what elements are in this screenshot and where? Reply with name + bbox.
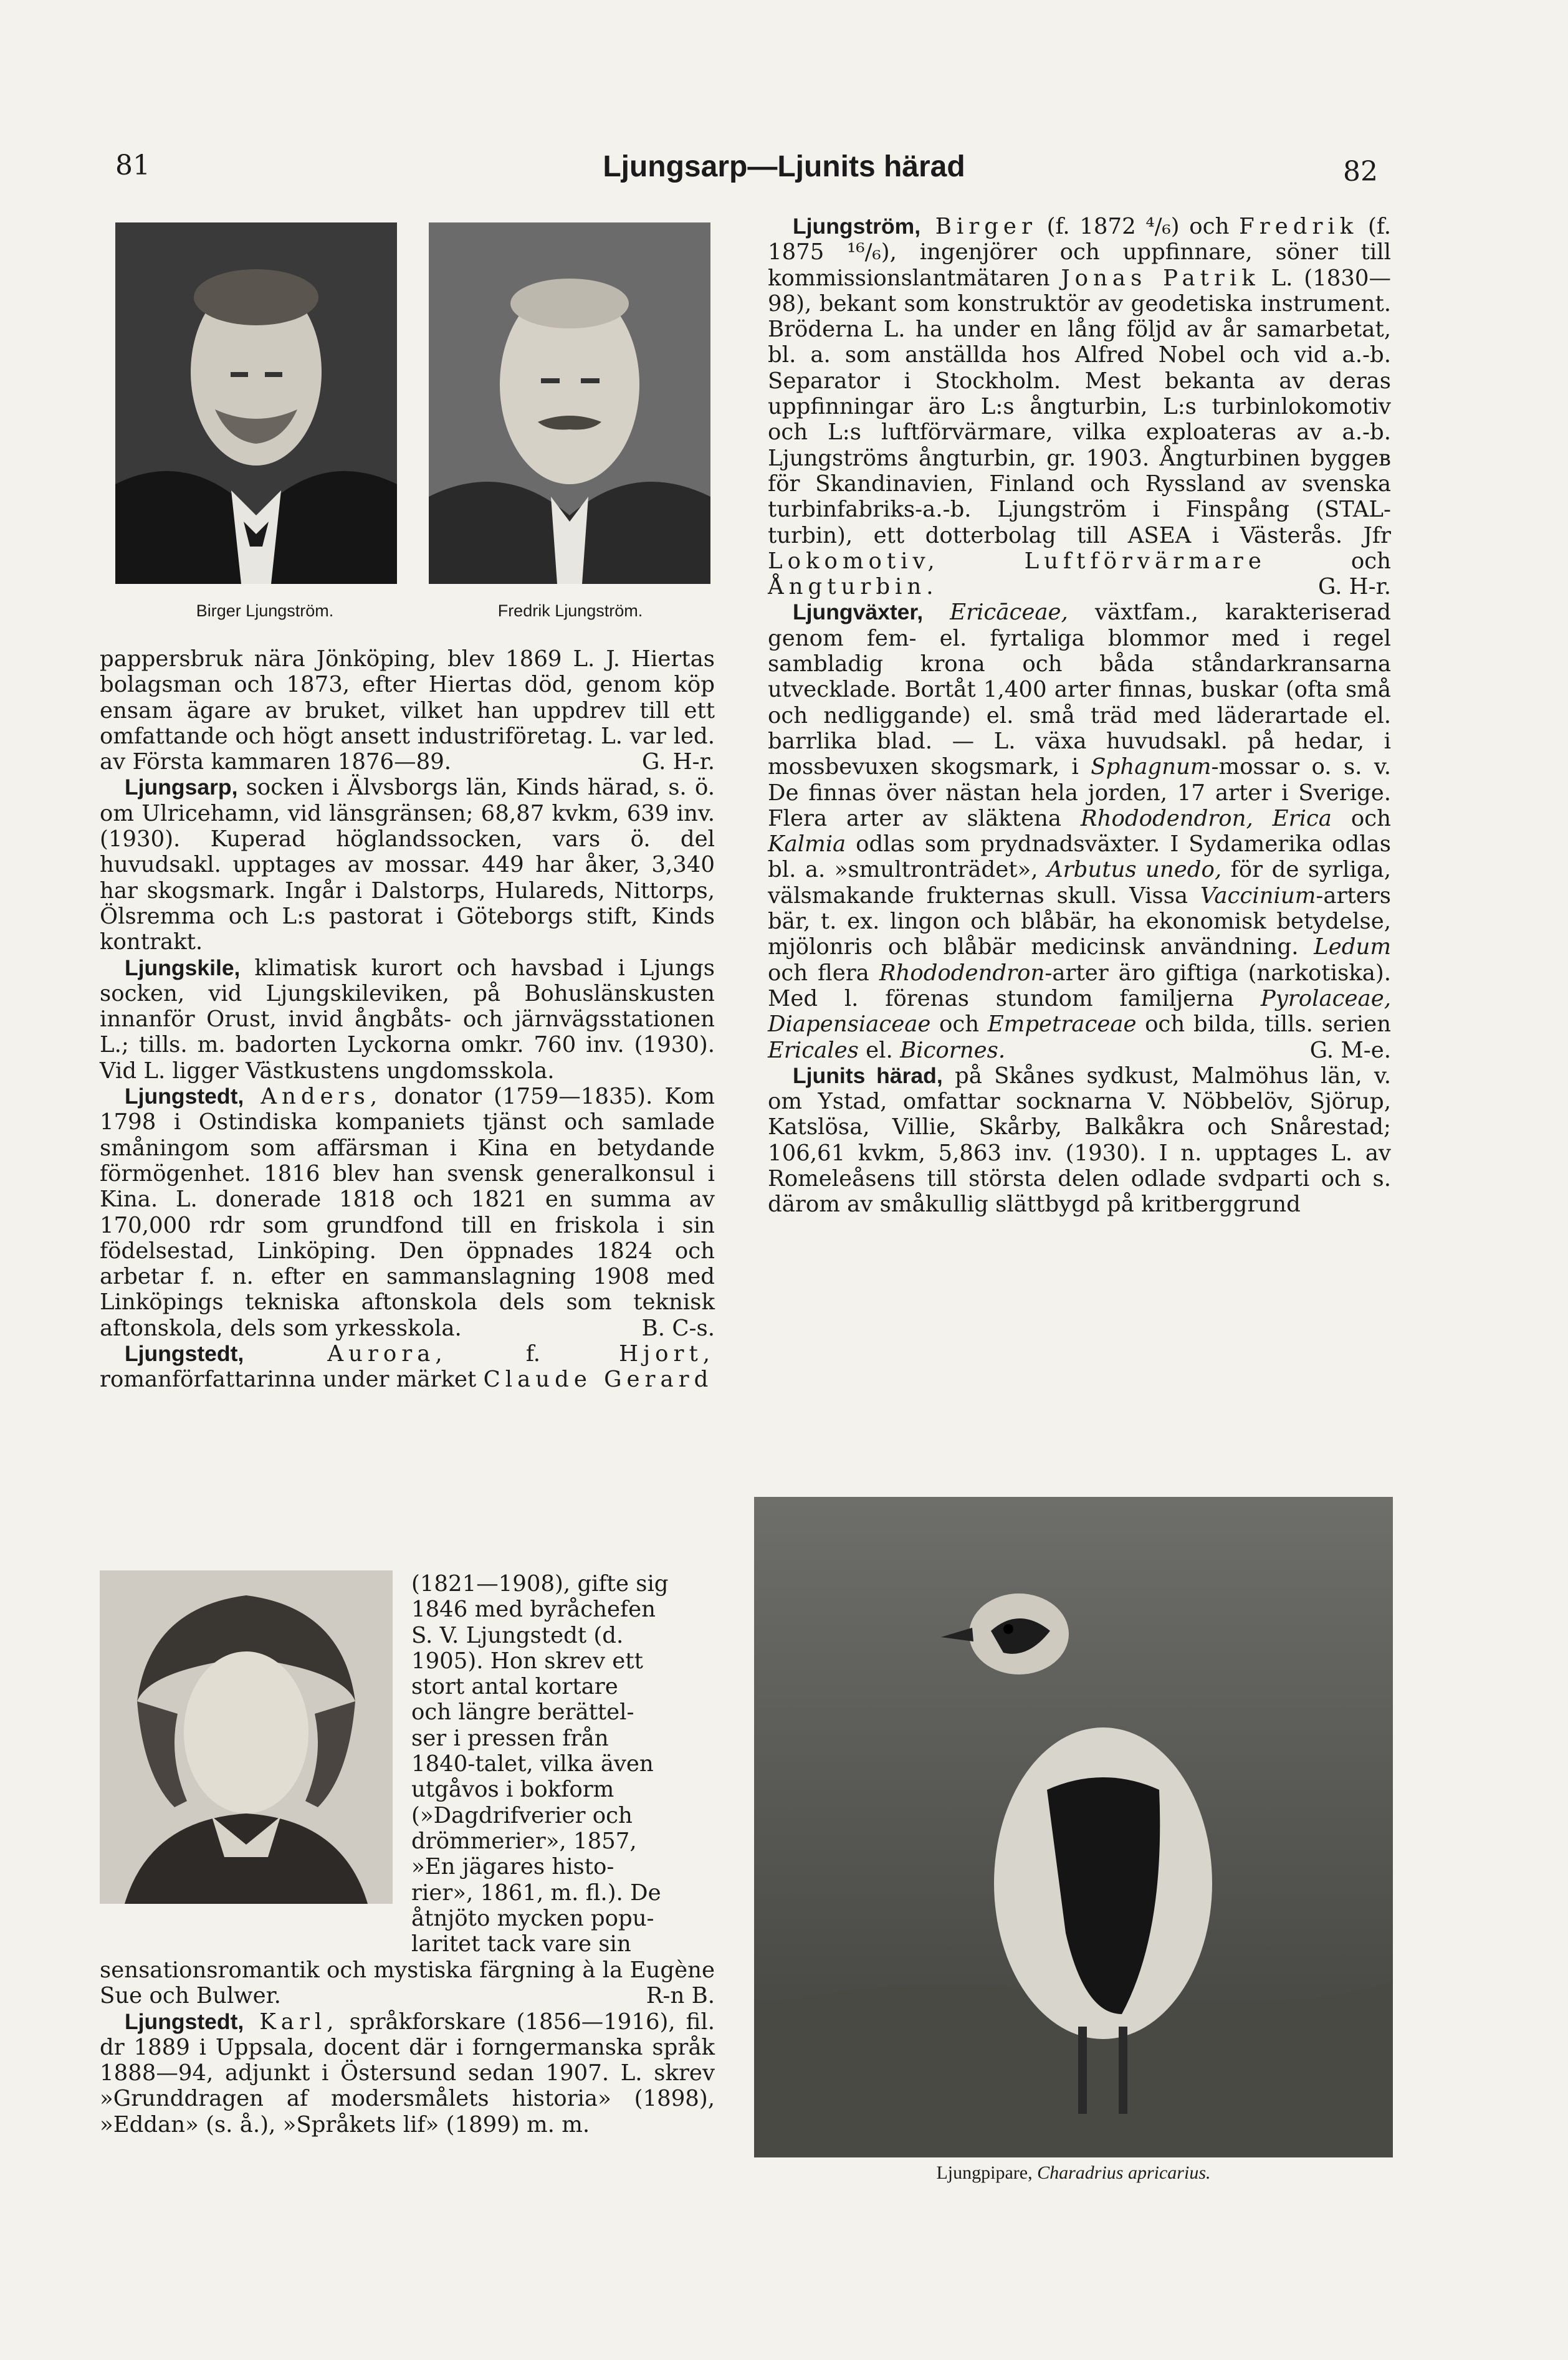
headword: Ljungstedt, <box>125 1341 244 1367</box>
page-number-left: 81 <box>115 150 150 181</box>
entry-text: romanförfattarinna under märket <box>100 1367 484 1393</box>
wrap-line: 1846 med byråchefen <box>411 1597 656 1623</box>
page-number-right: 82 <box>1343 156 1378 188</box>
entry-text: växtfam., karakteriserad genom fem- el. fyrtaliga blommor med i regel sambladig krona och båda ståndarkransarna utvecklade. Bortåt 1,400 arter finnas, buskar (ofta små och nedliggande) el. små träd med läderartade el. barrlika blad. — L. växa huvudsakl. på hedar, i mossbevuxen skogsmark, i <box>768 600 1391 780</box>
entry-text: (f. 1875 ¹⁶/₆), ingenjörer och uppfinnare, söner till kommissionslantmätaren <box>768 214 1391 291</box>
wrap-line: utgåvos i bokform <box>411 1777 614 1803</box>
entry-ljungstedt-karl <box>100 2009 715 2138</box>
entry-text: språkforskare (1856—1916), fil. dr 1889 i Uppsala, docent där i forngermanska språk 1888—94, adjunkt i Östersund sedan 1907. L. skrev »Grunddragen af modersmålets historia» (1898), »Eddan» (s. å.), »Språkets lif» (1899) m. m. <box>100 2009 715 2138</box>
latin-name: Bicornes. <box>900 1037 1006 1063</box>
entry-ljungstedt-aurora <box>100 1341 715 1393</box>
latin-name: Rhododendron, Erica <box>1080 805 1332 831</box>
latin-name: Kalmia <box>768 831 846 858</box>
headword: Ljungskile, <box>125 955 241 980</box>
entry-text: och <box>930 1011 988 1038</box>
aurora-wrap-lines <box>411 1571 715 1957</box>
entry-text: L. (1830—98), bekant som konstruktör av geodetiska instrument. Bröderna L. ha under en lång följd av år samarbetat, bl. a. som anställda hos Alfred Nobel och vid a.-b. Separator i Stockholm. Mest bekanta av deras uppfinningar äro L:s ångturbin, L:s turbinlokomotiv och L:s luftförvärmare, vilka exploateras av a.-b. Ljungströms ångturbin, gr. 1903. Ångturbinen byggeв för Skandinavien, Finland och Ryssland av svenska turbinfabriks-a.-b. Ljungström i Finspång (STAL-turbin), ett dotterbolag till ASEA i Västerås. Jfr <box>768 265 1392 548</box>
entry-ljunits-harad <box>768 1063 1391 1218</box>
wrap-line: S. V. Ljungstedt (d. <box>411 1622 624 1648</box>
latin-name: Arbutus unedo, <box>1047 857 1222 883</box>
entry-ljungstrom <box>768 214 1391 600</box>
caption-text: Ljungpipare, <box>936 2162 1038 2183</box>
wrap-line: 1840-talet, vilka även <box>411 1751 654 1777</box>
latin-name: Rhododendron <box>879 960 1045 986</box>
portrait-aurora-ljungstedt <box>100 1570 393 1904</box>
entry-text: -arters bär, t. ex. lingon och blåbär, ha ekonomisk betydelse, mjölonris och blåbär medicinsk användning. <box>768 882 1391 960</box>
entry-text: och bilda, tills. serien <box>1136 1011 1391 1038</box>
entry-ljungsarp <box>100 775 715 955</box>
wrap-line: ser i pressen från <box>411 1725 609 1751</box>
wrap-line: (1821—1908), gifte sig <box>411 1571 669 1597</box>
headword: Ljungstedt, <box>125 2009 244 2034</box>
entry-ljungvaxter <box>768 600 1391 1063</box>
signature: G. H-r. <box>642 749 715 775</box>
headword: Ljungsarp, <box>125 775 238 800</box>
wrap-line: 1905). Hon skrev ett <box>411 1648 643 1674</box>
running-header <box>0 150 1568 199</box>
entry-text: klimatisk kurort och havsbad i Ljungs socken, vid Ljungskileviken, på Bohuslänskusten innanför Orust, invid ångbåts- och järnvägsstationen L.; tills. m. badorten Lyckorna omkr. 760 inv. (1930). Vid L. ligger Västkustens ungdomsskola. <box>100 955 715 1084</box>
entry-text: odlas som prydnadsväxter. I Sydamerika odlas bl. a. »smultronträdet», <box>768 831 1391 883</box>
entry-text: -arter äro giftiga (narkotiska). Med l. förenas stundom familjerna <box>768 960 1391 1011</box>
headword: Ljungström, <box>793 214 921 239</box>
person-name: Anders, <box>244 1084 383 1110</box>
entry-text: f. <box>447 1341 619 1367</box>
latin-name: Ericāceae, <box>923 600 1068 626</box>
portrait2-caption: Fredrik Ljungström. <box>497 601 643 620</box>
wrap-line: laritet tack vare sin <box>411 1931 631 1957</box>
entry-text: sensationsromantik och mystiska färgning à la Eugène Sue och Bulwer. <box>100 1957 715 2009</box>
latin-name: Vaccinium <box>1200 882 1316 909</box>
latin-name: Sphagnum <box>1091 754 1212 780</box>
wrap-line: »En jägares histo- <box>411 1854 614 1880</box>
entry-text: och <box>1266 548 1391 574</box>
entry-ljungskile <box>100 955 715 1084</box>
caption-latin: Charadrius apricarius. <box>1037 2162 1211 2183</box>
wrap-line: rier», 1861, m. fl.). De <box>411 1880 661 1906</box>
cross-reference: Ångturbin. <box>768 574 939 600</box>
wrap-line: (»Dagdrifverier och <box>411 1802 633 1828</box>
bird-caption <box>754 2162 1393 2184</box>
wrap-line: stort antal kortare <box>411 1674 618 1700</box>
entry-ljungstrom-cont <box>100 646 715 775</box>
latin-name: Pyrolaceae, Diapensiaceae <box>768 985 1391 1038</box>
entry-text: el. <box>858 1037 901 1063</box>
entry-text: -mossar o. s. v. De finnas över nästan hela jorden, 17 arter i Sverige. Flera arter av släktena <box>768 754 1391 831</box>
entry-text: för de syrliga, välsmakande frukternas skull. Vissa <box>768 857 1392 909</box>
cross-reference: Luftförvärmare <box>1024 548 1266 574</box>
person-name: Birger <box>920 214 1037 239</box>
bird-photo-golden-plover <box>754 1497 1393 2157</box>
person-name: Aurora, <box>244 1341 447 1367</box>
entry-text: på Skånes sydkust, Malmöhus län, v. om Ystad, omfattar socknarna V. Nöbbelöv, Sjörup, Katslösa, Villie, Skårby, Balkåkra och Snårestad; 106,61 kvkm, 5,863 inv. (1930). I n. upptages L. av Romeleåsens till största delen odlade svdparti och s. därom av småkullig slättbygd på kritberggrund <box>768 1063 1391 1218</box>
entry-aurora-end <box>100 1957 715 2009</box>
entry-text: donator (1759—1835). Kom 1798 i Ostindiska kompaniets tjänst och samlade småningom som affärsman i Kina en betydande förmögenhet. 1816 blev han svensk generalkonsul i Kina. L. donerade 1818 och 1821 en summa av 170,000 rdr som grundfond till en friskola i sin födelsestad, Linköping. Den öppnades 1824 och arbetar f. n. efter en sammanslagning 1908 med Linköpings tekniska aftonskola dels som teknisk aftonskola, dels som yrkesskola. <box>100 1084 715 1341</box>
latin-name: Empetraceae <box>987 1011 1137 1038</box>
headword: Ljungstedt, <box>125 1084 244 1109</box>
headword: Ljunits härad, <box>793 1063 943 1088</box>
signature: G. H-r. <box>1318 574 1391 600</box>
person-name: Jonas Patrik <box>1061 265 1260 291</box>
left-column <box>100 646 715 1393</box>
entry-text: socken i Älvsborgs län, Kinds härad, s. ö. om Ulricehamn, vid länsgränsen; 68,87 kvkm, 639 inv. (1930). Kuperad höglandssocken, vars ö. del huvudsakl. upptages av mossar. 449 har åker, 3,340 har skogsmark. Ingår i Dalstorps, Hulareds, Nittorps, Ölsremma och L:s pastorat i Göteborgs stift, Kinds kontrakt. <box>100 775 715 955</box>
signature: R-n B. <box>646 1983 715 2009</box>
portrait-birger-ljungstrom <box>115 222 397 584</box>
latin-name: Ledum <box>1314 934 1391 960</box>
signature: B. C-s. <box>641 1315 715 1341</box>
entry-text: (f. 1872 ⁴/₆) och <box>1036 214 1240 239</box>
wrap-line: och längre berättel- <box>411 1699 634 1726</box>
signature: G. M-e. <box>1309 1037 1391 1063</box>
entry-ljungstedt-anders <box>100 1084 715 1341</box>
wrap-line: drömmerier», 1857, <box>411 1828 637 1854</box>
right-column <box>768 214 1391 1218</box>
headword: Ljungväxter, <box>793 600 924 625</box>
person-name: Fredrik <box>1239 214 1359 239</box>
entry-text: pappersbruk nära Jönköping, blev 1869 L. J. Hiertas bolagsman och 1873, efter Hiertas död, genom köp ensam ägare av bruket, vilket han uppdrev till ett omfattande och högt ansett industriföretag. L. var led. av Första kammaren 1876—89. <box>100 646 715 775</box>
wrap-line: åtnjöto mycken popu- <box>411 1905 654 1931</box>
entry-text: och <box>1331 805 1392 831</box>
latin-name: Ericales <box>768 1037 859 1063</box>
left-column-bottom <box>100 1957 715 2138</box>
entry-text: och flera <box>768 960 879 986</box>
portrait-fredrik-ljungstrom <box>429 222 710 584</box>
portrait1-caption: Birger Ljungström. <box>196 601 334 620</box>
pseudonym: Claude Gerard <box>483 1367 714 1393</box>
person-name: Karl, <box>244 2009 339 2035</box>
page-title: Ljungsarp—Ljunits härad <box>603 150 965 183</box>
maiden-name: Hjort, <box>619 1341 715 1367</box>
cross-reference: Lokomotiv, <box>768 548 940 574</box>
